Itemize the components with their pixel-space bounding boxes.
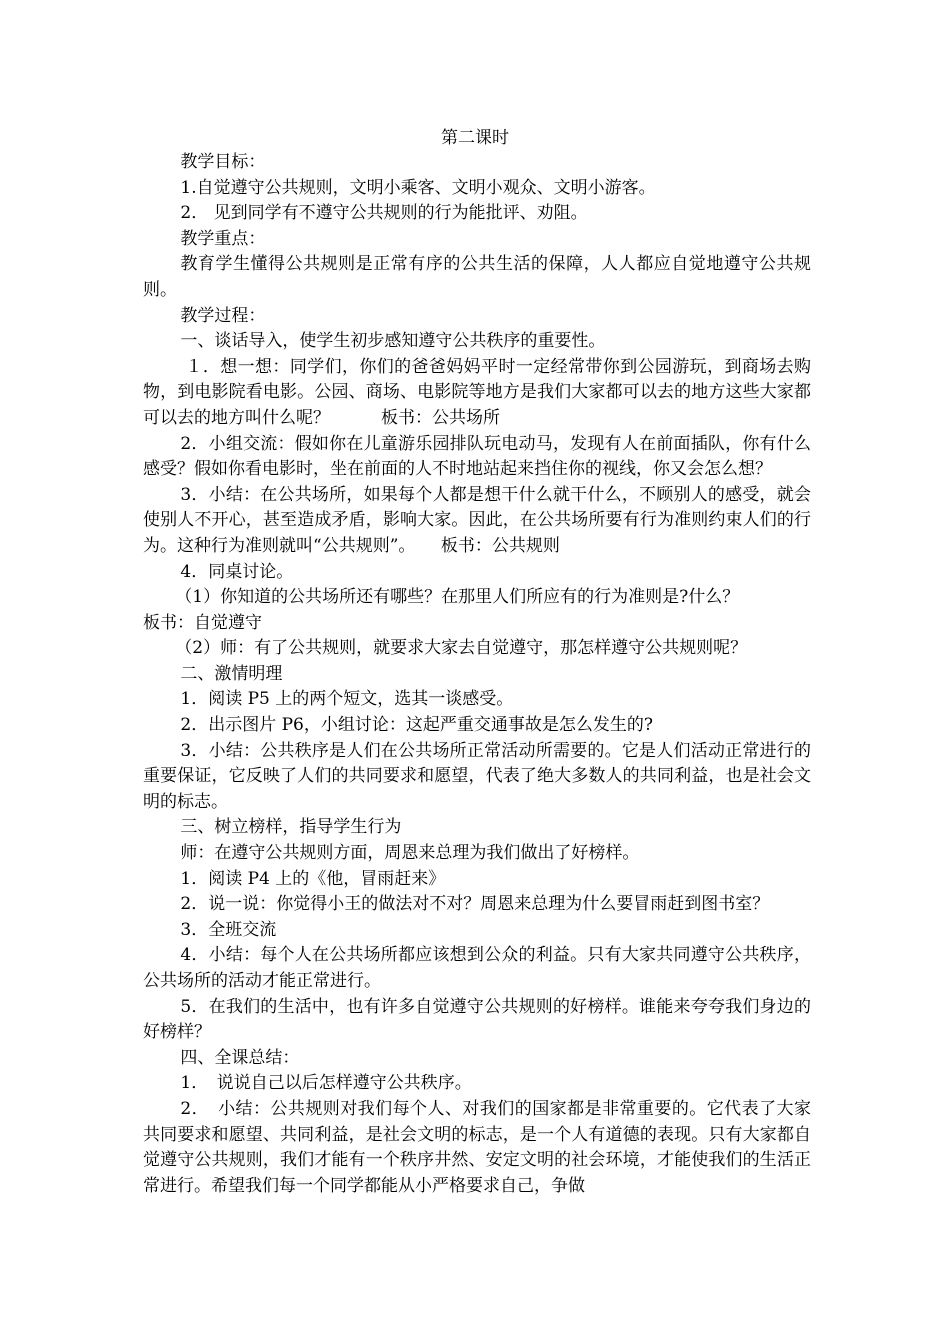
goal-item-2: 2． 见到同学有不遵守公共规则的行为能批评、劝阻。 — [180, 203, 588, 224]
section-3-teacher: 师：在遵守公共规则方面，周恩来总理为我们做出了好榜样。 — [180, 843, 640, 864]
focus-text: 教育学生懂得公共规则是正常有序的公共生活的保障，人人都应自觉地遵守公共规则。 — [143, 254, 811, 300]
section-3-item-2: 2．说一说：你觉得小王的做法对不对？周恩来总理为什么要冒雨赶到图书室？ — [180, 894, 770, 915]
section-1-item-4-sub-1: （1）你知道的公共场所还有哪些？在那里人们所应有的行为准则是?什么？ — [175, 587, 740, 608]
section-3-item-5: 5．在我们的生活中，也有许多自觉遵守公共规则的好榜样。谁能来夸夸我们身边的好榜样？ — [143, 996, 811, 1043]
section-1-item-4-sub-2: （2）师：有了公共规则，就要求大家去自觉遵守，那怎样遵守公共规则呢？ — [175, 638, 748, 659]
section-4-heading: 四、全课总结： — [180, 1047, 300, 1068]
section-2-heading: 二、激情明理 — [180, 663, 283, 684]
document-body — [143, 150, 811, 1199]
heading-teaching-goals: 教学目标： — [180, 152, 266, 172]
section-3-item-3: 3．全班交流 — [180, 919, 277, 940]
section-4-item-1: 1． 说说自己以后怎样遵守公共秩序。 — [180, 1073, 472, 1094]
section-1-item-2: 2．小组交流：假如你在儿童游乐园排队玩电动马，发现有人在前面插队，你有什么感受？假如你看电影时，坐在前面的人不时地站起来挡住你的视线，你又会怎么想？ — [143, 433, 811, 480]
heading-teaching-focus: 教学重点： — [180, 228, 266, 249]
section-3-item-1: 1．阅读 P4 上的《他，冒雨赶来》 — [180, 868, 446, 889]
goal-item-1: 1.自觉遵守公共规则，文明小乘客、文明小观众、文明小游客。 — [180, 177, 656, 198]
section-1-item-1: １．想一想：同学们，你们的爸爸妈妈平时一定经常带你到公园游玩，到商场去购物，到电影院看电影。公园、商场、电影院等地方是我们大家都可以去的地方这些大家都可以去的地方叫什么呢？ 板书：公共场所 — [143, 356, 811, 428]
lesson-title: 第二课时 — [441, 128, 509, 148]
section-3-heading: 三、树立榜样，指导学生行为 — [180, 817, 402, 838]
section-4-item-2: 2． 小结：公共规则对我们每个人、对我们的国家都是非常重要的。它代表了大家共同要求和愿望、共同利益，是社会文明的标志，是一个人有道德的表现。只有大家都自觉遵守公共规则，我们才能有一个秩序井然、安定文明的社会环境，才能使我们的生活正常进行。希望我们每一个同学都能从小严格要求自己，争做 — [143, 1098, 811, 1196]
section-2-item-1: 1．阅读 P5 上的两个短文，选其一谈感受。 — [180, 689, 514, 710]
board-note-self-obey: 板书：自觉遵守 — [143, 612, 262, 633]
section-2-item-2: 2．出示图片 P6，小组讨论：这起严重交通事故是怎么发生的? — [180, 715, 653, 736]
section-2-item-3: 3．小结：公共秩序是人们在公共场所正常活动所需要的。它是人们活动正常进行的重要保证，它反映了人们的共同要求和愿望，代表了绝大多数人的共同利益，也是社会文明的标志。 — [143, 740, 811, 812]
heading-teaching-process: 教学过程： — [180, 305, 266, 326]
section-1-item-3: 3．小结：在公共场所，如果每个人都是想干什么就干什么，不顾别人的感受，就会使别人不开心，甚至造成矛盾，影响大家。因此，在公共场所要有行为准则约束人们的行为。这种行为准则就叫“公共规则”。 板书：公共规则 — [143, 484, 811, 556]
section-1-heading: 一、谈话导入，使学生初步感知遵守公共秩序的重要性。 — [180, 331, 606, 352]
section-1-item-4: 4．同桌讨论。 — [180, 561, 294, 582]
section-3-item-4: 4．小结：每个人在公共场所都应该想到公众的利益。只有大家共同遵守公共秩序，公共场所的活动才能正常进行。 — [143, 945, 811, 991]
